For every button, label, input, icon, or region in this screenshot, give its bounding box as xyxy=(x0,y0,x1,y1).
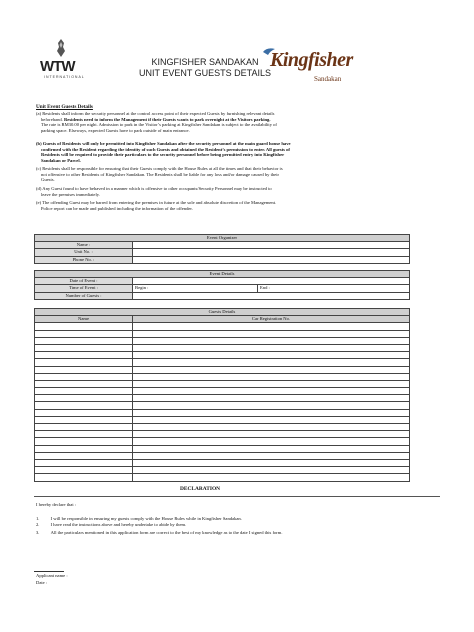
table-row xyxy=(35,337,410,344)
signature-line[interactable] xyxy=(34,571,64,572)
crest-icon xyxy=(52,38,70,58)
guest-name-cell[interactable] xyxy=(35,416,133,423)
guests-header: Guests Details xyxy=(35,309,410,316)
guests-col-name: Name xyxy=(35,316,133,323)
guest-car-cell[interactable] xyxy=(133,438,410,445)
event-end-label: End : xyxy=(260,285,270,291)
guest-car-cell[interactable] xyxy=(133,395,410,402)
wtw-logo xyxy=(38,38,86,82)
guest-name-cell[interactable] xyxy=(35,402,133,409)
title-line-1: KINGFISHER SANDAKAN xyxy=(151,57,259,67)
guest-car-cell[interactable] xyxy=(133,431,410,438)
guest-name-cell[interactable] xyxy=(35,467,133,474)
guest-name-cell[interactable] xyxy=(35,424,133,431)
date-label: Date : xyxy=(36,580,48,585)
guest-car-cell[interactable] xyxy=(133,373,410,380)
organizer-name-field[interactable] xyxy=(133,242,410,249)
event-guests-label: Number of Guests : xyxy=(35,292,133,299)
kingfisher-logo xyxy=(262,44,372,86)
guest-name-cell[interactable] xyxy=(35,395,133,402)
guest-car-cell[interactable] xyxy=(133,402,410,409)
guest-car-cell[interactable] xyxy=(133,344,410,351)
organizer-name-label: Name : xyxy=(35,242,133,249)
table-row xyxy=(35,323,410,330)
guest-name-cell[interactable] xyxy=(35,352,133,359)
event-end-field[interactable] xyxy=(258,285,410,292)
organizer-table xyxy=(34,234,410,264)
guest-name-cell[interactable] xyxy=(35,459,133,466)
guest-name-cell[interactable] xyxy=(35,337,133,344)
guest-car-cell[interactable] xyxy=(133,416,410,423)
rule-c: (c) Residents shall be responsible for ensuring that their Guests comply with the House Rules at all the times and that their behavior is not offensive to other Residents of Kingfisher Sandakan. The Residents shall be liable for any loss and/or damage caused by their Guests. xyxy=(36,166,283,183)
guest-name-cell[interactable] xyxy=(35,373,133,380)
declaration-item-2: 2. I have read the instructions above and hereby undertake to abide by them. xyxy=(36,522,187,527)
guest-car-cell[interactable] xyxy=(133,388,410,395)
guest-car-cell[interactable] xyxy=(133,445,410,452)
event-table xyxy=(34,270,410,300)
guest-car-cell[interactable] xyxy=(133,330,410,337)
rule-e: (e) The offending Guest may be barred from entering the premises in future at the sole and absolute discretion of the Management. Police report can be made and published including the information of the offender. xyxy=(36,200,277,211)
guest-car-cell[interactable] xyxy=(133,467,410,474)
table-row xyxy=(35,359,410,366)
guest-name-cell[interactable] xyxy=(35,388,133,395)
table-row xyxy=(35,459,410,466)
title-line-2: UNIT EVENT GUESTS DETAILS xyxy=(138,68,272,78)
table-row xyxy=(35,409,410,416)
event-begin-field[interactable] xyxy=(133,285,258,292)
declaration-item-1: 1. I will be responsible in ensuring my guests comply with the House Rules while in Kingfisher Sandakan. xyxy=(36,516,242,521)
table-row xyxy=(35,380,410,387)
table-row xyxy=(35,445,410,452)
event-header: Event Details xyxy=(35,271,410,278)
table-row xyxy=(35,431,410,438)
kingfisher-logo-sub: Sandakan xyxy=(314,75,342,83)
guest-name-cell[interactable] xyxy=(35,474,133,481)
event-guests-field[interactable] xyxy=(133,292,410,299)
rule-b: (b) Guests of Residents will only be permitted into Kingfisher Sandakan after the security personnel at the main guard house have confirmed with the Resident regarding the identity of such Guests and obtained the Resident’s permission to enter. All guests of Residents will be required to provide their particulars to the security personnel before being permitted entry into Kingfisher Sandakan or Parcel. xyxy=(36,141,291,163)
rule-a: (a) Residents shall inform the security personnel at the control access point of their expected Guests by furnishing relevant details beforehand. Residents need to inform the Management if their Guests wants to park overnight at the Visitors parking. The rate is RM30.00 per night. Admission to park in the Visitor’s parking at Kingfisher Sandakan is subject to the availability of parking space. Elseways, expected Guests have to park outside of main entrance. xyxy=(36,111,277,133)
event-date-label: Date of Event : xyxy=(35,278,133,285)
organizer-header: Event Organizer xyxy=(35,235,410,242)
table-row xyxy=(35,344,410,351)
guest-car-cell[interactable] xyxy=(133,474,410,481)
organizer-unit-field[interactable] xyxy=(133,249,410,256)
table-row xyxy=(35,467,410,474)
guest-name-cell[interactable] xyxy=(35,409,133,416)
rule-d: (d) Any Guest found to have behaved in a manner which is offensive to other occupants/Security Personnel may be instructed to leave the premises immediately. xyxy=(36,186,272,197)
declaration-title: DECLARATION xyxy=(180,486,221,492)
guest-car-cell[interactable] xyxy=(133,409,410,416)
table-row xyxy=(35,366,410,373)
declaration-intro: I hereby declare that : xyxy=(36,502,77,507)
guest-name-cell[interactable] xyxy=(35,366,133,373)
table-row xyxy=(35,352,410,359)
table-row xyxy=(35,474,410,481)
guest-car-cell[interactable] xyxy=(133,323,410,330)
declaration-divider xyxy=(34,496,440,497)
table-row xyxy=(35,416,410,423)
guest-car-cell[interactable] xyxy=(133,459,410,466)
guest-car-cell[interactable] xyxy=(133,452,410,459)
guests-table xyxy=(34,308,410,482)
table-row xyxy=(35,395,410,402)
guest-name-cell[interactable] xyxy=(35,452,133,459)
organizer-unit-label: Unit No. : xyxy=(35,249,133,256)
table-row xyxy=(35,388,410,395)
guest-name-cell[interactable] xyxy=(35,359,133,366)
guest-car-cell[interactable] xyxy=(133,337,410,344)
guest-car-cell[interactable] xyxy=(133,352,410,359)
guest-car-cell[interactable] xyxy=(133,366,410,373)
wtw-logo-text: WTW xyxy=(40,58,75,75)
guest-car-cell[interactable] xyxy=(133,359,410,366)
event-begin-label: Begin : xyxy=(135,285,149,291)
guest-name-cell[interactable] xyxy=(35,445,133,452)
table-row xyxy=(35,402,410,409)
section-title: Unit Event Guests Details xyxy=(36,104,93,110)
table-row xyxy=(35,330,410,337)
guests-col-car: Car Registration No. xyxy=(133,316,410,323)
event-time-label: Time of Event : xyxy=(35,285,133,292)
guest-name-cell[interactable] xyxy=(35,431,133,438)
event-date-field[interactable] xyxy=(133,278,410,285)
guest-car-cell[interactable] xyxy=(133,424,410,431)
wtw-logo-sub: INTERNATIONAL xyxy=(44,75,85,79)
applicant-name-label: Applicant name : xyxy=(36,573,68,578)
table-row xyxy=(35,373,410,380)
guest-name-cell[interactable] xyxy=(35,323,133,330)
guest-car-cell[interactable] xyxy=(133,380,410,387)
guest-name-cell[interactable] xyxy=(35,330,133,337)
declaration-item-3: 3. All the particulars mentioned in this application form are correct to the best of my knowledge as to the date I signed this form. xyxy=(36,530,283,535)
guest-name-cell[interactable] xyxy=(35,344,133,351)
kingfisher-logo-word: Kingfisher xyxy=(270,49,353,71)
table-row xyxy=(35,452,410,459)
organizer-phone-label: Phone No. : xyxy=(35,256,133,263)
organizer-phone-field[interactable] xyxy=(133,256,410,263)
table-row xyxy=(35,438,410,445)
page-title xyxy=(130,57,280,79)
table-row xyxy=(35,424,410,431)
guest-name-cell[interactable] xyxy=(35,438,133,445)
guest-name-cell[interactable] xyxy=(35,380,133,387)
